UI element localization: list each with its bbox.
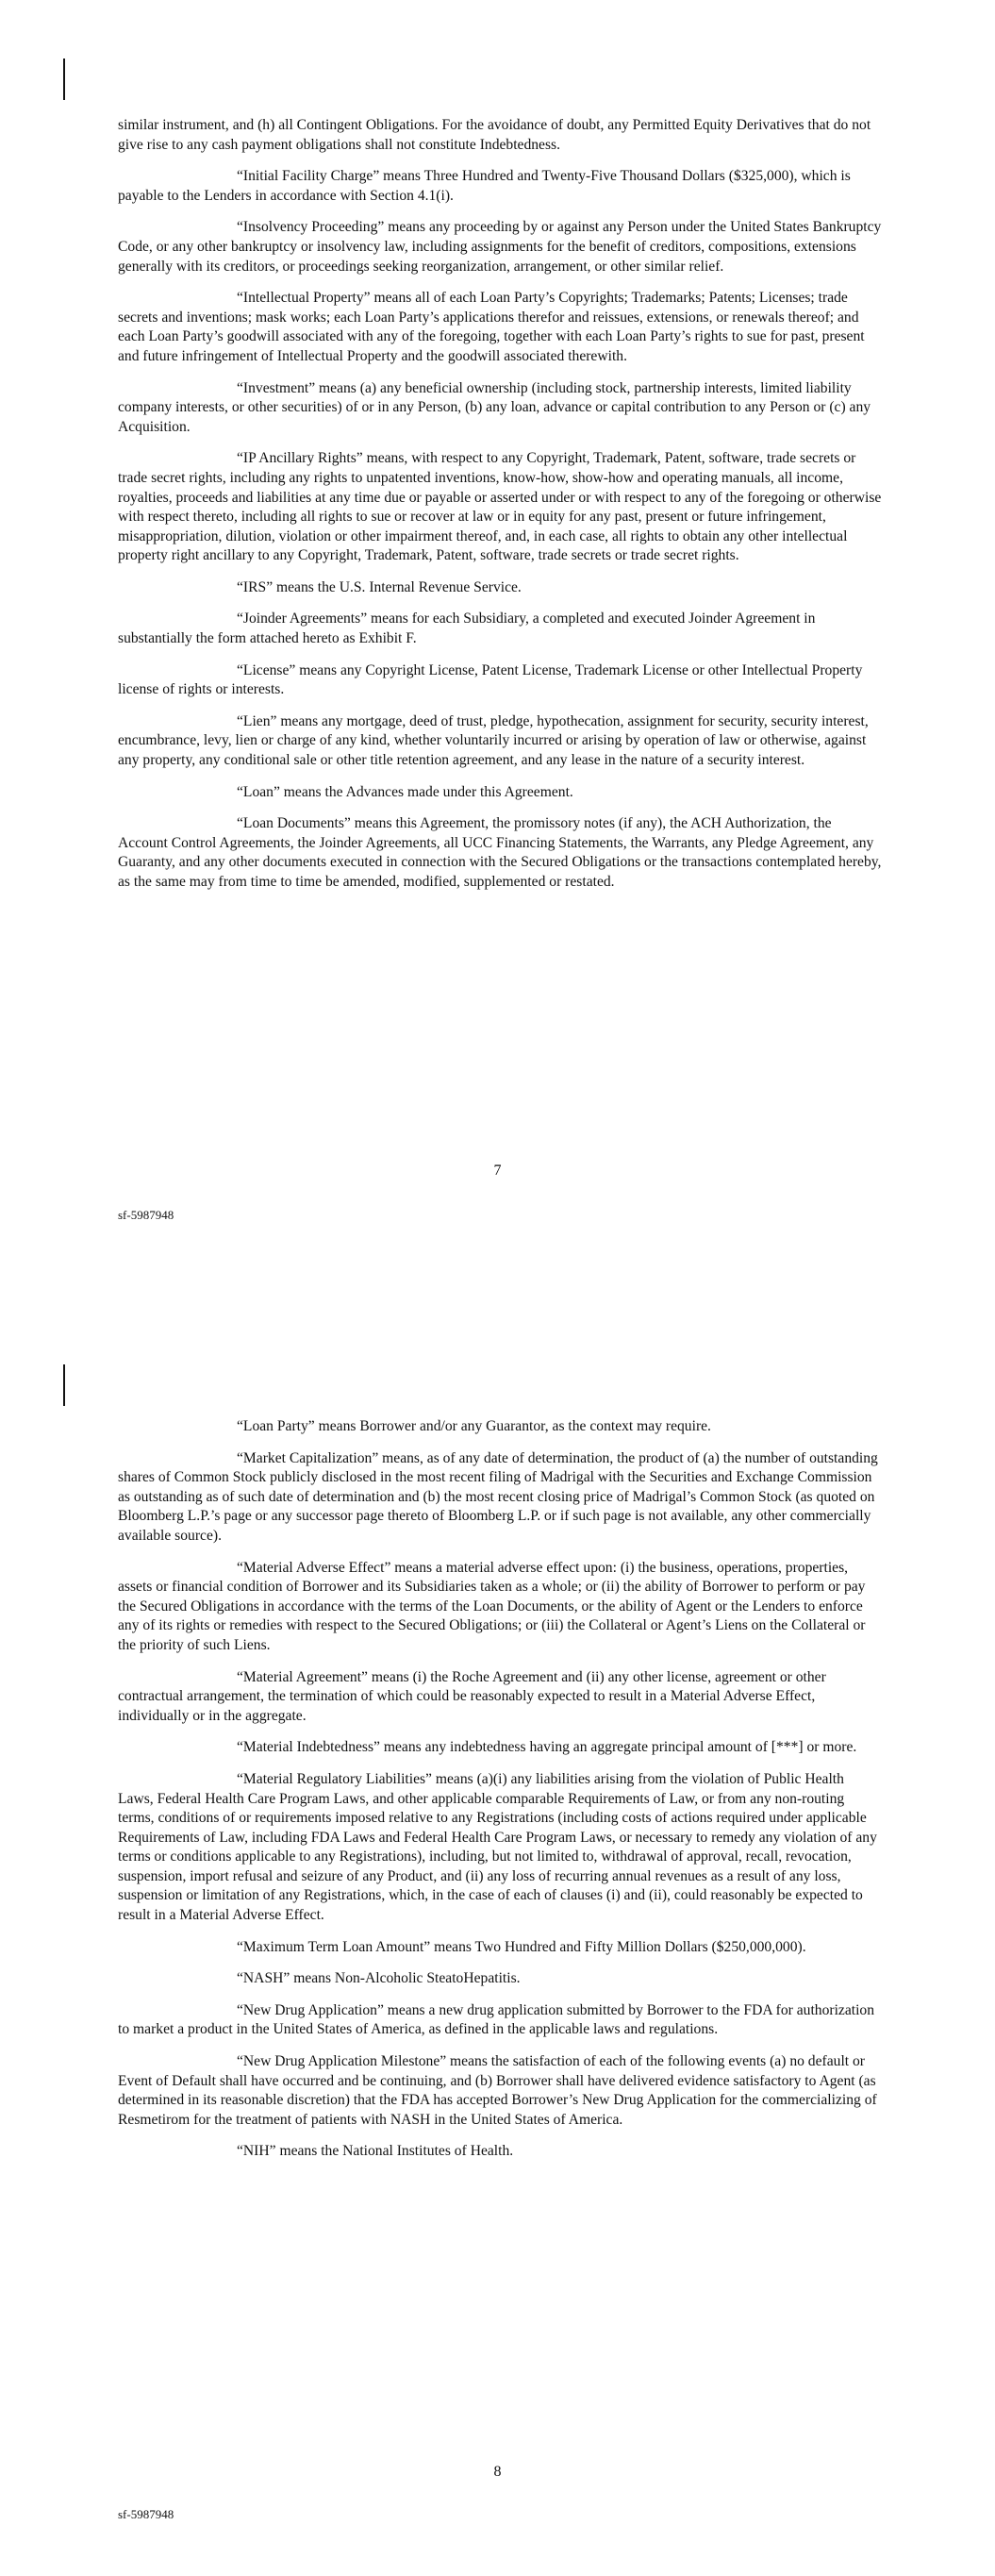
definition-material-adverse-effect: “Material Adverse Effect” means a material adverse effect upon: (i) the business, operations, properties, assets or financial condition of Borrower and its Subsidiaries taken as a whole; or (ii) the ability of Borrower to perform or pay the Secured Obligations in accordance with the terms of the Loan Documents, or the ability of Agent or the Lenders to enforce any of its rights or remedies with respect to the Secured Obligations; or (iii) the Collateral or Agent’s Liens on the Collateral or the priority of such Liens. xyxy=(118,1559,866,1653)
page-number: 8 xyxy=(493,2464,502,2480)
definition-ip-ancillary-rights: “IP Ancillary Rights” means, with respect to any Copyright, Trademark, Patent, software, trade secrets or trade secret rights, including any rights to unpatented inventions, know-how, show-how and operating manuals, all income, royalties, proceeds and liabilities at any time due or payable or asserted under or with respect to any of the foregoing or otherwise with respect thereto, including all rights to sue or recover at law or in equity for any past, present or future infringement, misappropriation, dilution, violation or other impairment thereof, and, in each case, all rights to obtain any other intellectual property right ancillary to any Copyright, Trademark, Patent, software, trade secrets or trade secret rights. xyxy=(118,450,882,564)
page-number: 7 xyxy=(493,1163,502,1179)
definition-irs: “IRS” means the U.S. Internal Revenue Service. xyxy=(237,578,522,595)
document-id: sf-5987948 xyxy=(118,1208,174,1222)
definition-nash: “NASH” means Non-Alcoholic SteatoHepatitis. xyxy=(237,1970,521,1987)
definition-new-drug-application-milestone: “New Drug Application Milestone” means the satisfaction of each of the following events (a) no default or Event of Default shall have occurred and be continuing, and (b) Borrower shall have delivered evidence satisfactory to Agent (as determined in its reasonable discretion) that the FDA has accepted Borrower’s New Drug Application for the commercializing of Resmetirom for the treatment of patients with NASH in the United States of America. xyxy=(118,2053,877,2128)
definition-joinder-agreements: “Joinder Agreements” means for each Subsidiary, a completed and executed Joinder Agreement in substantially the form attached hereto as Exhibit F. xyxy=(118,611,816,647)
definition-loan-party: “Loan Party” means Borrower and/or any Guarantor, as the context may require. xyxy=(237,1418,711,1434)
definition-market-capitalization: “Market Capitalization” means, as of any date of determination, the product of (a) the number of outstanding shares of Common Stock publicly disclosed in the most recent filing of Madrigal with the Securities and Exchange Commission as outstanding as of such date of determination and (b) the most recent closing price of Madrigal’s Common Stock (as quoted on Bloomberg L.P.’s page or any successor page thereto of Bloomberg L.P. or if such page is not available, any other commercially available source). xyxy=(118,1449,878,1544)
document-id: sf-5987948 xyxy=(118,2507,174,2521)
definition-maximum-term-loan-amount: “Maximum Term Loan Amount” means Two Hundred and Fifty Million Dollars ($250,000,000). xyxy=(237,1938,806,1955)
definition-lien: “Lien” means any mortgage, deed of trust, pledge, hypothecation, assignment for security, security interest, encumbrance, levy, lien or charge of any kind, whether voluntarily incurred or arising by operation of law or otherwise, against any property, any conditional sale or other title retention agreement, and any lease in the nature of a security interest. xyxy=(118,712,869,769)
revision-bar xyxy=(63,1364,65,1406)
page-body xyxy=(118,116,882,905)
definition-loan: “Loan” means the Advances made under this Agreement. xyxy=(237,783,573,800)
definition-material-regulatory-liabilities: “Material Regulatory Liabilities” means (a)(i) any liabilities arising from the violation of Public Health Laws, Federal Health Care Program Laws, and other applicable comparable Requirements of Law, or from any non-routing terms, conditions of or requirements imposed relative to any Registrations (including costs of actions required under applicable Requirements of Law, including FDA Laws and Federal Health Care Program Laws, or necessary to remedy any violation of any terms or conditions applicable to any Registrations), including, but not limited to, withdrawal of approval, recall, revocation, suspension, import refusal and seizure of any Product, and (ii) any loss of recurring annual revenues as a result of any loss, suspension or limitation of any Registrations, which, in the case of each of clauses (i) and (ii), could reasonably be expected to result in a Material Adverse Effect. xyxy=(118,1770,877,1924)
definition-new-drug-application: “New Drug Application” means a new drug application submitted by Borrower to the FDA for authorization to market a product in the United States of America, as defined in the applicable laws and regulations. xyxy=(118,2001,874,2038)
definition-investment: “Investment” means (a) any beneficial ownership (including stock, partnership interests, limited liability company interests, or other securities) of or in any Person, (b) any loan, advance or capital contribution to any Person or (c) any Acquisition. xyxy=(118,379,871,435)
page-body xyxy=(118,1417,882,2174)
definition-insolvency-proceeding: “Insolvency Proceeding” means any proceeding by or against any Person under the United States Bankruptcy Code, or any other bankruptcy or insolvency law, including assignments for the benefit of creditors, compositions, extensions generally with its creditors, or proceedings seeking reorganization, arrangement, or other similar relief. xyxy=(118,219,882,275)
paragraph: similar instrument, and (h) all Contingent Obligations. For the avoidance of doubt, any Permitted Equity Derivatives that do not give rise to any cash payment obligations shall not constitute Indebtedness. xyxy=(118,117,871,153)
definition-intellectual-property: “Intellectual Property” means all of each Loan Party’s Copyrights; Trademarks; Patents; Licenses; trade secrets and inventions; mask works; each Loan Party’s applications therefor and reissues, extensions, or renewals thereof; and each Loan Party’s goodwill associated with any of the foregoing, together with each Loan Party’s rights to sue for past, present and future infringement of Intellectual Property and the goodwill associated therewith. xyxy=(118,290,865,364)
document-page-8 xyxy=(0,1288,995,2576)
revision-bar xyxy=(63,59,65,100)
definition-material-indebtedness: “Material Indebtedness” means any indebtedness having an aggregate principal amount of [***] or more. xyxy=(237,1739,857,1756)
definition-license: “License” means any Copyright License, Patent License, Trademark License or other Intellectual Property license of rights or interests. xyxy=(118,661,863,698)
definition-loan-documents: “Loan Documents” means this Agreement, the promissory notes (if any), the ACH Authorization, the Account Control Agreements, the Joinder Agreements, all UCC Financing Statements, the Warrants, any Pledge Agreement, any Guaranty, and any other documents executed in connection with the Secured Obligations or the transactions contemplated hereby, as the same may from time to time be amended, modified, supplemented or restated. xyxy=(118,815,882,890)
definition-nih: “NIH” means the National Institutes of Health. xyxy=(237,2143,514,2160)
definition-initial-facility-charge: “Initial Facility Charge” means Three Hundred and Twenty-Five Thousand Dollars ($325,000), which is payable to the Lenders in accordance with Section 4.1(i). xyxy=(118,168,851,204)
definition-material-agreement: “Material Agreement” means (i) the Roche Agreement and (ii) any other license, agreement or other contractual arrangement, the termination of which could be reasonably expected to result in a Material Adverse Effect, individually or in the aggregate. xyxy=(118,1668,826,1724)
